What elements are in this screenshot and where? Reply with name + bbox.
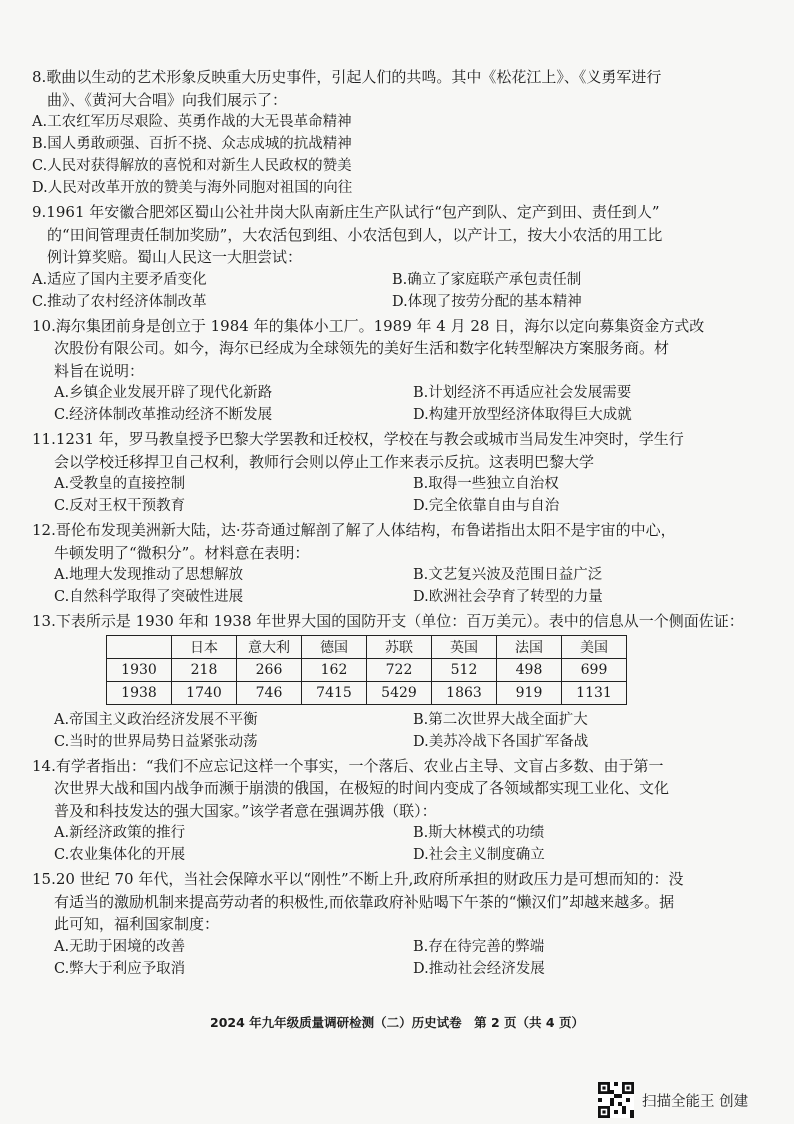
question-stem-line: 曲》、《黄河大合唱》向我们展示了： <box>47 90 288 109</box>
option-row <box>54 731 772 753</box>
question-stem-line: 次世界大战和国内战争而濒于崩溃的俄国，在极短的时间内变成了各领域都实现工业化、文化 <box>54 779 670 797</box>
question-13 <box>32 610 772 753</box>
question-stem-line: 14.有学者指出：“我们不应忘记这样一个事实，一个落后、农业占主导、文盲占多数、由于第一 <box>32 756 664 775</box>
option-row <box>54 564 772 586</box>
answer-option: B.第二次世界大战全面扩大 <box>413 711 588 728</box>
question-11 <box>32 428 772 517</box>
table-cell: 1938 <box>107 681 172 704</box>
table-header-cell: 英国 <box>432 635 497 658</box>
answer-options <box>32 382 772 426</box>
option-row <box>54 404 772 426</box>
scanner-app-label: 扫描全能王 创建 <box>642 1093 749 1110</box>
question-stem-line: 会以学校迁移捍卫自己权利，教师行会则以停止工作来表示反抗。这表明巴黎大学 <box>54 452 595 471</box>
question-stem-line: 15.20 世纪 70 年代，当社会保障水平以“刚性”不断上升,政府所承担的财政压力是可想而知的：没 <box>32 870 684 888</box>
table-cell: 722 <box>367 658 432 681</box>
table-cell: 746 <box>237 681 302 704</box>
table-header-cell <box>107 635 172 658</box>
answer-option: D.完全依靠自由与自治 <box>413 498 560 514</box>
table-cell: 1863 <box>432 681 497 704</box>
question-stem-line: 13.下表所示是 1930 年和 1938 年世界大国的国防开支（单位：百万美元）。表中的信息从一个侧面佐证： <box>32 612 744 630</box>
question-stem-line: 12.哥伦布发现美洲新大陆，达·芬奇通过解剖了解了人体结构，布鲁诺指出太阳不是宇宙的中心， <box>32 521 676 539</box>
question-stem-line: 料旨在说明： <box>54 361 145 380</box>
option-row <box>54 382 772 404</box>
option-row <box>54 586 772 608</box>
table-header-cell: 日本 <box>172 635 237 658</box>
table-cell: 512 <box>432 658 497 681</box>
table-cell: 266 <box>237 658 302 681</box>
answer-options <box>32 473 772 517</box>
answer-option: A.无助于困境的改善 <box>54 938 186 955</box>
answer-option: D.推动社会经济发展 <box>413 960 545 977</box>
question-stem-line: 例计算奖赔。蜀山人民这一大胆尝试： <box>47 248 303 266</box>
question-stem-line: 牛顿发明了“微积分”。材料意在表明： <box>54 543 310 562</box>
answer-options <box>32 111 772 199</box>
table-cell: 699 <box>562 658 627 681</box>
table-cell: 7415 <box>302 681 367 704</box>
answer-option: A.帝国主义政治经济发展不平衡 <box>54 711 258 728</box>
answer-option: C.弊大于利应予取消 <box>54 960 186 977</box>
option-row <box>54 473 772 495</box>
answer-option: A.乡镇企业发展开辟了现代化新路 <box>54 385 273 401</box>
question-15 <box>32 868 772 980</box>
answer-options <box>32 709 772 753</box>
table-cell: 919 <box>497 681 562 704</box>
answer-option: D.欧洲社会孕育了转型的力量 <box>413 589 603 605</box>
answer-options <box>32 269 772 313</box>
answer-options <box>32 564 772 608</box>
question-12 <box>32 519 772 608</box>
scanner-watermark <box>598 1082 748 1118</box>
answer-option: C.农业集体化的开展 <box>54 847 186 863</box>
answer-option: C.推动了农村经济体制改革 <box>32 293 207 310</box>
answer-option: D.体现了按劳分配的基本精神 <box>392 293 582 310</box>
answer-option: C.当时的世界局势日益紧张动荡 <box>54 733 258 750</box>
answer-option: A.新经济政策的推行 <box>54 825 186 841</box>
answer-option: C.自然科学取得了突破性进展 <box>54 589 244 605</box>
answer-option: C.经济体制改革推动经济不断发展 <box>54 407 273 423</box>
question-stem-line: 次股份有限公司。如今，海尔已经成为全球领先的美好生活和数字化转型解决方案服务商。材 <box>54 339 670 357</box>
table-cell: 5429 <box>367 681 432 704</box>
answer-options <box>32 936 772 980</box>
defense-spending-table <box>106 635 627 705</box>
option-row <box>54 936 772 958</box>
answer-option: C.人民对获得解放的喜悦和对新生人民政权的赞美 <box>32 158 352 174</box>
table-header-cell: 法国 <box>497 635 562 658</box>
table-cell: 1930 <box>107 658 172 681</box>
qr-code-icon <box>598 1082 634 1118</box>
option-row <box>54 709 772 731</box>
question-14 <box>32 755 772 867</box>
table-cell: 498 <box>497 658 562 681</box>
question-stem-line: 有适当的激励机制来提高劳动者的积极性,而依靠政府补贴喝下午茶的“懒汉们”却越来越多。据 <box>54 892 675 911</box>
table-header-row <box>107 635 627 658</box>
question-stem-line: 9.1961 年安徽合肥郊区蜀山公社井岗大队南新庄生产队试行“包产到队、定产到田、责任到人” <box>32 203 660 221</box>
answer-option: B.存在待完善的弊端 <box>413 938 545 955</box>
question-stem-line: 11.1231 年，罗马教皇授予巴黎大学罢教和迁校权，学校在与教会或城市当局发生冲突时，学生行 <box>32 430 684 448</box>
answer-option: B.斯大林模式的功绩 <box>413 825 545 841</box>
option-row <box>54 822 772 844</box>
question-stem-line: 的“田间管理责任制加奖励”，大农活包到组、小农活包到人，以产计工，按大小农活的用工比 <box>47 225 663 244</box>
table-cell: 1740 <box>172 681 237 704</box>
option-row <box>32 291 772 313</box>
question-stem-line: 普及和科技发达的强大国家。”该学者意在强调苏俄（联）： <box>54 801 437 820</box>
question-stem-line: 此可知，福利国家制度： <box>54 915 220 933</box>
page-footer: 2024 年九年级质量调研检测（二）历史试卷 第 2 页（共 4 页） <box>210 1015 584 1030</box>
answer-option: A.适应了国内主要矛盾变化 <box>32 271 207 288</box>
question-8 <box>32 66 772 199</box>
question-stem-line: 10.海尔集团前身是创立于 1984 年的集体小工厂。1989 年 4 月 28 日，海尔以定向募集资金方式改 <box>32 316 705 335</box>
question-10 <box>32 315 772 427</box>
answer-option: C.反对王权干预教育 <box>54 498 186 514</box>
answer-option: B.计划经济不再适应社会发展需要 <box>413 385 632 401</box>
answer-option: B.文艺复兴波及范围日益广泛 <box>413 567 603 583</box>
answer-options <box>32 822 772 866</box>
table-cell: 218 <box>172 658 237 681</box>
option-row <box>54 958 772 980</box>
answer-option: D.美苏冷战下各国扩军备战 <box>413 733 589 750</box>
answer-option: B.国人勇敢顽强、百折不挠、众志成城的抗战精神 <box>32 136 352 152</box>
table-row <box>107 658 627 681</box>
table-header-cell: 意大利 <box>237 635 302 658</box>
answer-option: D.社会主义制度确立 <box>413 847 545 863</box>
answer-option: A.工农红军历尽艰险、英勇作战的大无畏革命精神 <box>32 114 352 130</box>
option-row <box>54 495 772 517</box>
table-cell: 1131 <box>562 681 627 704</box>
table-header-cell: 苏联 <box>367 635 432 658</box>
question-9 <box>32 201 772 313</box>
question-stem-line: 8.歌曲以生动的艺术形象反映重大历史事件，引起人们的共鸣。其中《松花江上》、《义勇军进行 <box>32 68 662 86</box>
table-header-cell: 德国 <box>302 635 367 658</box>
option-row <box>54 844 772 866</box>
answer-option: B.取得一些独立自治权 <box>413 476 559 492</box>
option-row <box>32 269 772 291</box>
answer-option: A.受教皇的直接控制 <box>54 476 186 492</box>
answer-option: D.人民对改革开放的赞美与海外同胞对祖国的向往 <box>32 180 353 196</box>
answer-option: B.确立了家庭联产承包责任制 <box>392 271 582 288</box>
exam-page <box>32 66 772 982</box>
answer-option: A.地理大发现推动了思想解放 <box>54 567 244 583</box>
table-cell: 162 <box>302 658 367 681</box>
answer-option: D.构建开放型经济体取得巨大成就 <box>413 407 632 423</box>
table-row <box>107 681 627 704</box>
table-header-cell: 美国 <box>562 635 627 658</box>
